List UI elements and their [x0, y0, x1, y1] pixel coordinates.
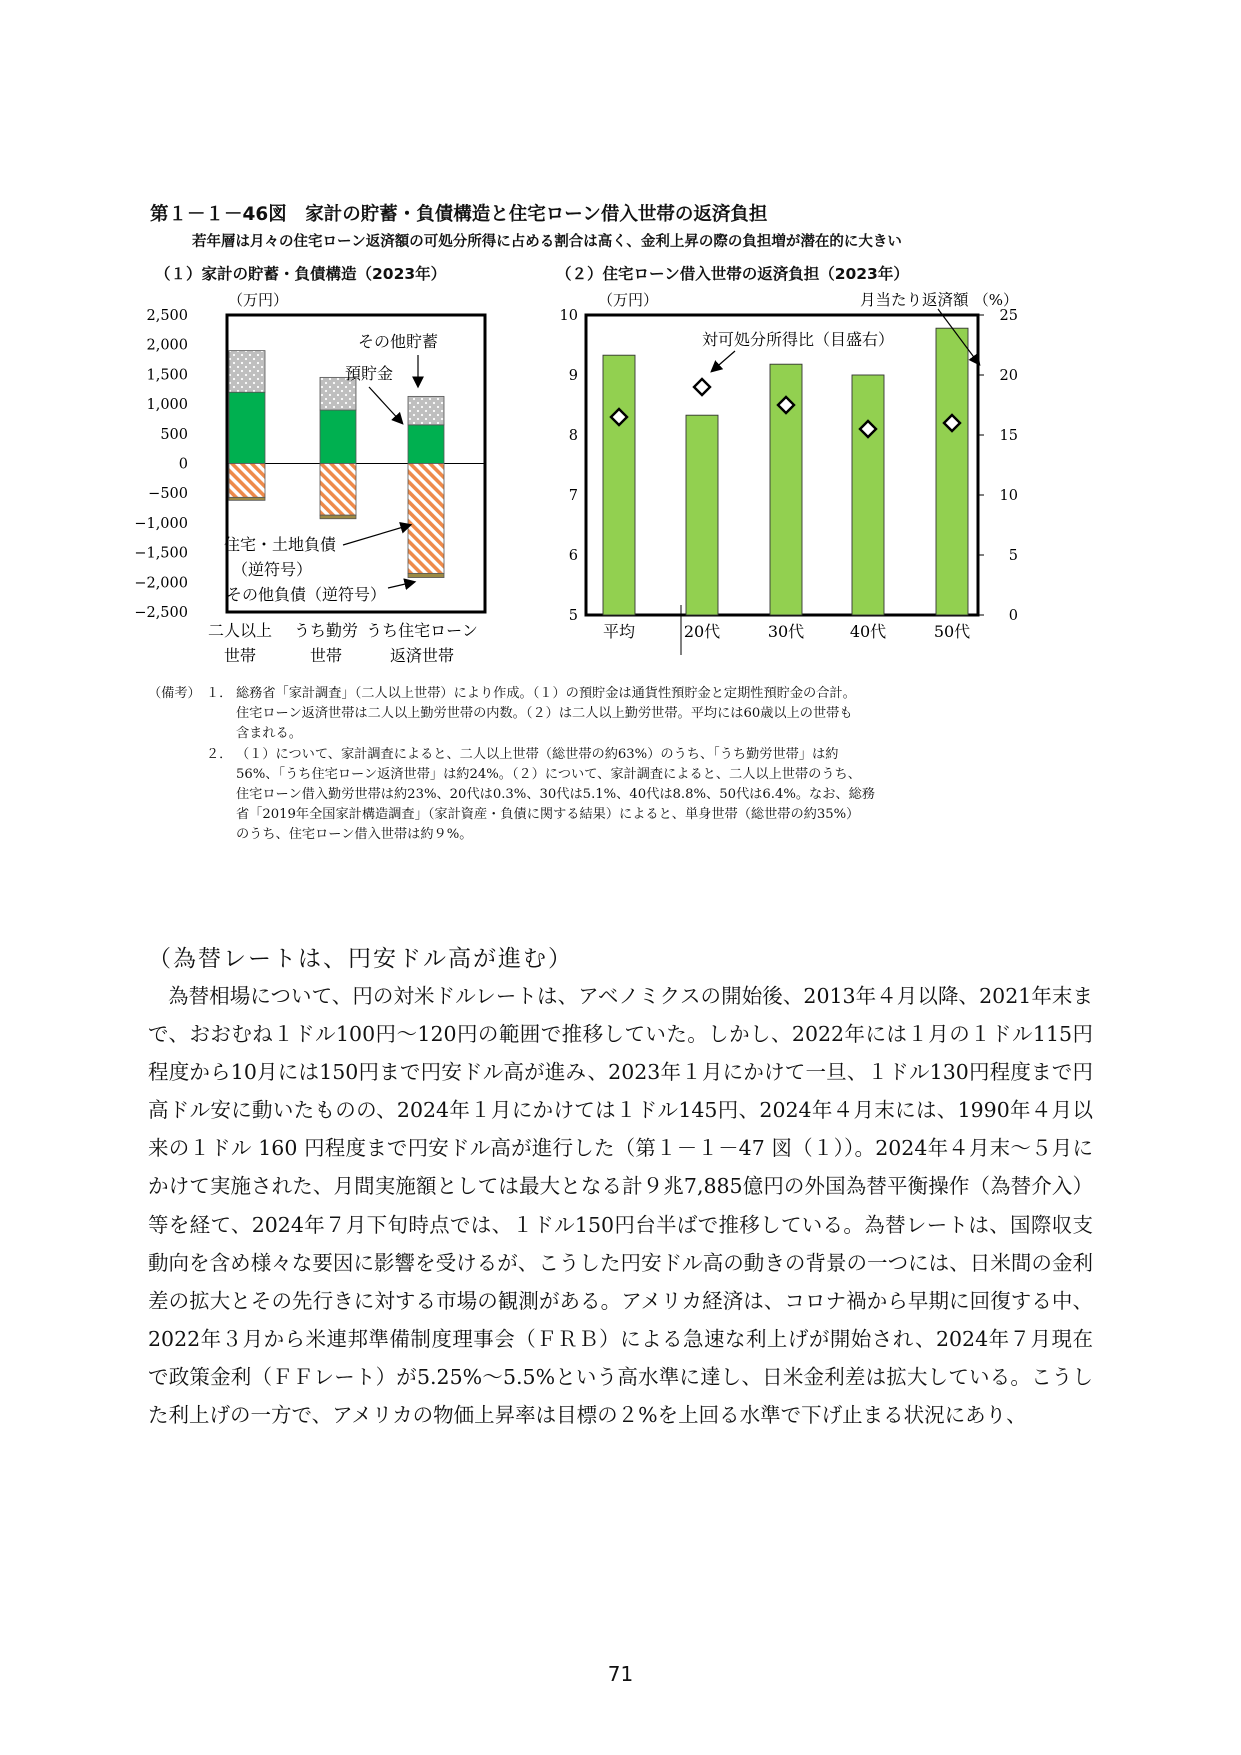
note-label: [148, 704, 206, 724]
y-tick-label-left: 10: [559, 308, 578, 324]
legend-disposable-income-ratio: 対可処分所得比（目盛右）: [702, 330, 895, 349]
bar-other-debt: [229, 497, 265, 500]
x-category-label: うち住宅ローン: [366, 621, 478, 640]
note-number: [206, 765, 236, 785]
annotation-deposits-arrow: [369, 387, 402, 423]
bar-housing-debt: [408, 464, 444, 574]
x-category-label: うち勤労: [293, 621, 359, 640]
note-line: [148, 745, 1098, 765]
note-text: 住宅ローン借入勤労世帯は約23%、20代は0.3%、30代は5.1%、40代は8.8%、50代は6.4%。なお、総務: [236, 787, 875, 803]
legend-monthly-repayment: 月当たり返済額: [860, 291, 969, 309]
y-tick-label-right: 5: [1008, 548, 1018, 564]
annotation-other-debt-arrow: [388, 582, 414, 588]
y-tick-label-left: 7: [568, 488, 578, 504]
y-tick-label-right: 25: [999, 308, 1018, 324]
chart-loan-burden: [550, 285, 1090, 680]
y-tick-label-right: 10: [999, 488, 1018, 504]
note-line: [148, 785, 1098, 805]
section-heading: （為替レートは、円安ドル高が進む）: [148, 946, 573, 972]
note-label: [148, 765, 206, 785]
figure-title: 第１－１－46図 家計の貯蓄・負債構造と住宅ローン借入世帯の返済負担: [150, 204, 768, 225]
note-number: [206, 724, 236, 744]
y-tick-label: −500: [148, 486, 188, 503]
bar-other-debt: [320, 515, 356, 519]
y-tick-label-right: 20: [999, 368, 1018, 384]
bar-monthly-repayment: [936, 328, 968, 615]
y-tick-label: 1,000: [146, 397, 188, 414]
y-tick-label-left: 6: [568, 548, 578, 564]
y-tick-label-right: 15: [999, 428, 1018, 444]
note-number: [206, 785, 236, 805]
note-number: [206, 704, 236, 724]
body-paragraph: 為替相場について、円の対米ドルレートは、アベノミクスの開始後、2013年４月以降、2021年末まで、おおむね１ドル100円～120円の範囲で推移していた。しかし、2022年には１月の１ドル115円程度から10月には150円まで円安ドル高が進み、2023年１月にかけて一旦、１ドル130円程度まで円高ドル安に動いたものの、2024年１月にかけては１ドル145円、2024年４月末には、1990年４月以来の１ドル 160 円程度まで円安ドル高が進行した（第１－１－47 図（１））。2024年４月末～５月にかけて実施された、月間実施額としては最大となる計９兆7,885億円の外国為替平衡操作（為替介入）等を経て、2024年７月下旬時点では、１ドル150円台半ばで推移している。為替レートは、国際収支動向を含め様々な要因に影響を受けるが、こうした円安ドル高の動きの背景の一つには、日米間の金利差の拡大とその先行きに対する市場の観測がある。アメリカ経済は、コロナ禍から早期に回復する中、2022年３月から米連邦準備制度理事会（ＦＲＢ）による急速な利上げが開始され、2024年７月現在で政策金利（ＦＦレート）が5.25%～5.5%という高水準に達し、日米金利差は拡大している。こうした利上げの一方で、アメリカの物価上昇率は目標の２%を上回る水準で下げ止まる状況にあり、: [148, 984, 1093, 1428]
panel1-title: （１）家計の貯蓄・負債構造（2023年）: [155, 265, 447, 283]
figure-subtitle: 若年層は月々の住宅ローン返済額の可処分所得に占める割合は高く、金利上昇の際の負担増が潜在的に大きい: [192, 234, 902, 250]
annotation-deposits: 預貯金: [345, 364, 394, 383]
bar-other-savings: [408, 396, 444, 425]
y-axis-unit-left: （万円）: [598, 291, 659, 309]
x-category-label: 世帯: [223, 646, 257, 665]
bar-monthly-repayment: [686, 415, 718, 615]
note-line: [148, 805, 1098, 825]
note-text: のうち、住宅ローン借入世帯は約９%。: [236, 827, 473, 843]
bar-monthly-repayment: [603, 355, 635, 615]
note-line: [148, 684, 1098, 704]
annotation-other-savings: その他貯蓄: [358, 332, 439, 351]
y-tick-label: −1,000: [134, 515, 188, 532]
y-axis-unit: （万円）: [228, 291, 289, 309]
note-text: 住宅ローン返済世帯は二人以上勤労世帯の内数。（２）は二人以上勤労世帯。平均には60歳以上の世帯も: [236, 706, 853, 722]
note-line: [148, 724, 1098, 744]
bar-housing-debt: [320, 464, 356, 516]
annotation-housing-debt-note: （逆符号）: [232, 560, 313, 579]
x-category-label: 50代: [933, 622, 971, 641]
y-axis-unit-right: （%）: [973, 291, 1018, 309]
note-number: [206, 805, 236, 825]
x-category-label: 40代: [849, 622, 887, 641]
x-category-label: 平均: [602, 622, 636, 641]
note-text: 含まれる。: [236, 726, 302, 742]
note-label: [148, 745, 206, 765]
bar-other-savings: [229, 351, 265, 393]
note-label: [148, 805, 206, 825]
note-label: （備考）: [148, 686, 201, 701]
note-text: 56%、「うち住宅ローン返済世帯」は約24%。（２）について、家計調査によると、二人以上世帯のうち、: [236, 766, 861, 782]
y-tick-label-right: 0: [1008, 608, 1018, 624]
bar-deposits: [229, 392, 265, 463]
note-number: １．: [206, 686, 233, 701]
x-category-label: 世帯: [309, 646, 343, 665]
y-tick-label: −2,500: [134, 605, 188, 621]
note-text: 総務省「家計調査」（二人以上世帯）により作成。（１）の預貯金は通貨性預貯金と定期性預貯金の合計。: [236, 686, 856, 701]
annotation-housing-debt-arrow: [343, 525, 410, 545]
bar-other-debt: [408, 573, 444, 577]
y-tick-label: 2,000: [146, 337, 188, 354]
y-tick-label-left: 8: [568, 428, 578, 444]
y-tick-label: −1,500: [134, 545, 188, 562]
marker-income-ratio: [694, 379, 710, 395]
x-category-label: 二人以上: [207, 621, 273, 640]
note-text: 省「2019年全国家計構造調査」（家計資産・負債に関する結果）によると、単身世帯（総世帯の約35%）: [236, 807, 860, 823]
x-category-label: 30代: [767, 622, 805, 641]
y-tick-label: −2,000: [134, 575, 188, 592]
y-tick-label: 1,500: [146, 367, 188, 384]
note-label: [148, 785, 206, 805]
y-tick-label-left: 9: [568, 368, 578, 384]
note-number: ２．: [206, 746, 233, 762]
y-tick-label: 500: [160, 426, 188, 443]
y-tick-label-left: 5: [568, 608, 578, 624]
chart-household-balance: [134, 285, 550, 680]
page-number: 71: [607, 1662, 634, 1686]
note-number: [206, 825, 236, 845]
note-text: （１）について、家計調査によると、二人以上世帯（総世帯の約63%）のうち、「うち勤労世帯」は約: [236, 746, 839, 762]
note-label: [148, 724, 206, 744]
x-category-label: 20代: [683, 622, 721, 641]
note-line: [148, 704, 1098, 724]
bar-monthly-repayment: [852, 375, 884, 615]
bar-housing-debt: [229, 464, 265, 498]
notes: [148, 684, 1098, 846]
panel2-title: （２）住宅ローン借入世帯の返済負担（2023年）: [556, 265, 909, 283]
annotation-other-debt: その他負債（逆符号）: [226, 585, 387, 604]
y-tick-label: 0: [178, 456, 188, 473]
legend-disposable-income-ratio-arrow: [712, 351, 735, 371]
bar-deposits: [320, 410, 356, 463]
note-line: [148, 825, 1098, 845]
note-label: [148, 825, 206, 845]
annotation-housing-debt: 住宅・土地負債: [224, 535, 337, 554]
bar-deposits: [408, 425, 444, 464]
note-line: [148, 765, 1098, 785]
x-category-label: 返済世帯: [389, 646, 455, 665]
y-tick-label: 2,500: [146, 308, 188, 324]
